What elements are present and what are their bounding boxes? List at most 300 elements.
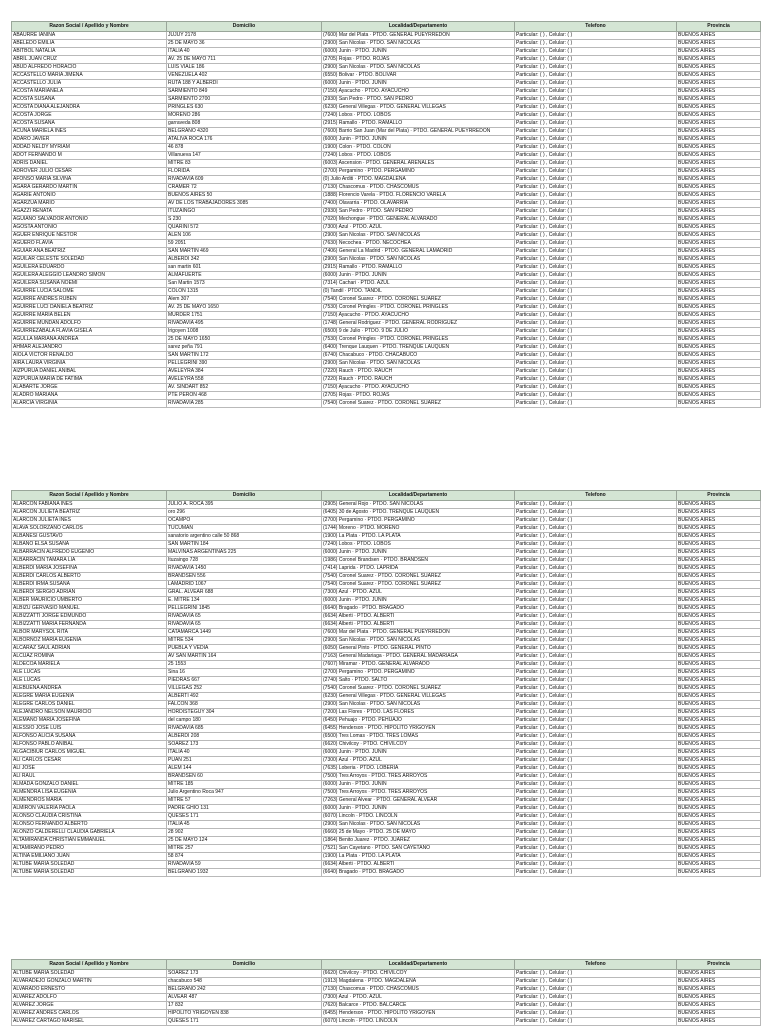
address-cell: LUIS VIALE 186	[167, 64, 322, 72]
table-row	[12, 645, 761, 653]
locality-cell: (6400) Trenque Lauquen · PTDO. TRENQUE LAUQUEN	[322, 344, 515, 352]
locality-cell: (2915) Ramallo · PTDO. RAMALLO	[322, 120, 515, 128]
name-cell: ALBERDI IRMA SUSANA	[12, 581, 167, 589]
province-cell: BUENOS AIRES	[677, 72, 761, 80]
address-cell: TUCUMAN	[167, 525, 322, 533]
phone-cell: Particular: ( ) , Celular: ( )	[515, 845, 677, 853]
province-cell: BUENOS AIRES	[677, 565, 761, 573]
column-header: Localidad/Departamento	[322, 22, 515, 32]
province-cell: BUENOS AIRES	[677, 256, 761, 264]
table-row	[12, 144, 761, 152]
name-cell: ALBANESI GUSTAVO	[12, 533, 167, 541]
table-row	[12, 637, 761, 645]
locality-cell: (2915) Ramallo · PTDO. RAMALLO	[322, 264, 515, 272]
address-cell: sarez peña 791	[167, 344, 322, 352]
phone-cell: Particular: ( ) , Celular: ( )	[515, 701, 677, 709]
table-row	[12, 837, 761, 845]
province-cell: BUENOS AIRES	[677, 994, 761, 1002]
table-row	[12, 517, 761, 525]
name-cell: ALMADA GONZALO DANIEL	[12, 781, 167, 789]
address-cell: AV. SINDART 852	[167, 384, 322, 392]
address-cell: ALMAFUERTE	[167, 272, 322, 280]
locality-cell: (6000) Junin · PTDO. JUNIN	[322, 749, 515, 757]
phone-cell: Particular: ( ) , Celular: ( )	[515, 248, 677, 256]
directory-table	[11, 490, 761, 877]
province-cell: BUENOS AIRES	[677, 48, 761, 56]
name-cell: AGUIRRE LUCI DANIELA BEATRIZ	[12, 304, 167, 312]
phone-cell: Particular: ( ) , Celular: ( )	[515, 669, 677, 677]
phone-cell: Particular: ( ) , Celular: ( )	[515, 384, 677, 392]
phone-cell: Particular: ( ) , Celular: ( )	[515, 280, 677, 288]
province-cell: BUENOS AIRES	[677, 501, 761, 509]
table-row	[12, 773, 761, 781]
province-cell: BUENOS AIRES	[677, 368, 761, 376]
phone-cell: Particular: ( ) , Celular: ( )	[515, 621, 677, 629]
address-cell: FALCON 368	[167, 701, 322, 709]
phone-cell: Particular: ( ) , Celular: ( )	[515, 272, 677, 280]
province-cell: BUENOS AIRES	[677, 853, 761, 861]
phone-cell: Particular: ( ) , Celular: ( )	[515, 160, 677, 168]
address-cell: PUEBLA Y VEDIA	[167, 645, 322, 653]
table-row	[12, 312, 761, 320]
province-cell: BUENOS AIRES	[677, 272, 761, 280]
table-row	[12, 40, 761, 48]
province-cell: BUENOS AIRES	[677, 789, 761, 797]
phone-cell: Particular: ( ) , Celular: ( )	[515, 152, 677, 160]
locality-cell: (2900) San Nicolas · PTDO. SAN NICOLAS	[322, 701, 515, 709]
address-cell: VILLEGAS 252	[167, 685, 322, 693]
province-cell: BUENOS AIRES	[677, 32, 761, 40]
phone-cell: Particular: ( ) , Celular: ( )	[515, 136, 677, 144]
column-header: Localidad/Departamento	[322, 491, 515, 501]
phone-cell: Particular: ( ) , Celular: ( )	[515, 208, 677, 216]
address-cell: MITRE 83	[167, 160, 322, 168]
locality-cell: (2705) Rojas · PTDO. ROJAS	[322, 392, 515, 400]
name-cell: ALONZO CALDERELLI CLAUDIA GABRIELA	[12, 829, 167, 837]
locality-cell: (7150) Ayacucho · PTDO. AYACUCHO	[322, 312, 515, 320]
province-cell: BUENOS AIRES	[677, 517, 761, 525]
name-cell: AIRA LAURA VIRGINIA	[12, 360, 167, 368]
locality-cell: (7400) Olavarria · PTDO. OLAVARRIA	[322, 200, 515, 208]
table-row	[12, 597, 761, 605]
name-cell: ABAURRE IANINA	[12, 32, 167, 40]
phone-cell: Particular: ( ) , Celular: ( )	[515, 192, 677, 200]
phone-cell: Particular: ( ) , Celular: ( )	[515, 597, 677, 605]
phone-cell: Particular: ( ) , Celular: ( )	[515, 533, 677, 541]
phone-cell: Particular: ( ) , Celular: ( )	[515, 573, 677, 581]
locality-cell: (6000) Junin · PTDO. JUNIN	[322, 781, 515, 789]
locality-cell: (2905) General Rojo · PTDO. SAN NICOLAS	[322, 501, 515, 509]
phone-cell: Particular: ( ) , Celular: ( )	[515, 797, 677, 805]
phone-cell: Particular: ( ) , Celular: ( )	[515, 869, 677, 877]
phone-cell: Particular: ( ) , Celular: ( )	[515, 581, 677, 589]
province-cell: BUENOS AIRES	[677, 509, 761, 517]
province-cell: BUENOS AIRES	[677, 541, 761, 549]
locality-cell: (6000) Junin · PTDO. JUNIN	[322, 805, 515, 813]
address-cell: 59 2051	[167, 240, 322, 248]
province-cell: BUENOS AIRES	[677, 869, 761, 877]
locality-cell: (7500) Tres Arroyos · PTDO. TRES ARROYOS	[322, 773, 515, 781]
province-cell: BUENOS AIRES	[677, 717, 761, 725]
phone-cell: Particular: ( ) , Celular: ( )	[515, 685, 677, 693]
province-cell: BUENOS AIRES	[677, 669, 761, 677]
address-cell: PELLEGRINI 390	[167, 360, 322, 368]
address-cell: ALBERDI 342	[167, 256, 322, 264]
column-header: Provincia	[677, 491, 761, 501]
table-row	[12, 248, 761, 256]
name-cell: AGUILERA EDUARDO	[12, 264, 167, 272]
address-cell: ITUZAINGO	[167, 208, 322, 216]
name-cell: ACOSTA JORGE	[12, 112, 167, 120]
province-cell: BUENOS AIRES	[677, 813, 761, 821]
address-cell: 46 878	[167, 144, 322, 152]
address-cell: SAN MARTIN 172	[167, 352, 322, 360]
locality-cell: (6000) Junin · PTDO. JUNIN	[322, 80, 515, 88]
address-cell: oro 296	[167, 509, 322, 517]
table-row	[12, 701, 761, 709]
name-cell: ALAVA SOLORZANO CARLOS	[12, 525, 167, 533]
province-cell: BUENOS AIRES	[677, 344, 761, 352]
address-cell: PELLEGRINI 1845	[167, 605, 322, 613]
address-cell: JUJUY 2178	[167, 32, 322, 40]
name-cell: ALVAREZ ANDRES CARLOS	[12, 1010, 167, 1018]
name-cell: AGUER ENRIQUE NESTOR	[12, 232, 167, 240]
address-cell: AV DE LOS TRABAJADORES 3085	[167, 200, 322, 208]
directory-table	[11, 959, 761, 1026]
locality-cell: (7530) Coronel Pringles · PTDO. CORONEL PRINGLES	[322, 336, 515, 344]
table-row	[12, 829, 761, 837]
province-cell: BUENOS AIRES	[677, 829, 761, 837]
header-row	[12, 491, 761, 501]
table-row	[12, 613, 761, 621]
phone-cell: Particular: ( ) , Celular: ( )	[515, 749, 677, 757]
address-cell: PTE PERON 468	[167, 392, 322, 400]
province-cell: BUENOS AIRES	[677, 821, 761, 829]
province-cell: BUENOS AIRES	[677, 360, 761, 368]
province-cell: BUENOS AIRES	[677, 400, 761, 408]
name-cell: ADROVER JULIO CESAR	[12, 168, 167, 176]
locality-cell: (1748) General Rodriguez · PTDO. GENERAL RODRIGUEZ	[322, 320, 515, 328]
name-cell: ALCUAZ ROMINA	[12, 653, 167, 661]
phone-cell: Particular: ( ) , Celular: ( )	[515, 1002, 677, 1010]
locality-cell: (7020) Mechongue · PTDO. GENERAL ALVARADO	[322, 216, 515, 224]
phone-cell: Particular: ( ) , Celular: ( )	[515, 168, 677, 176]
address-cell: 25 DE MAYO 124	[167, 837, 322, 845]
name-cell: AGUILAR CELESTE SOLEDAD	[12, 256, 167, 264]
table-row	[12, 994, 761, 1002]
province-cell: BUENOS AIRES	[677, 837, 761, 845]
name-cell: AIZPURUA DANIEL ANIBAL	[12, 368, 167, 376]
phone-cell: Particular: ( ) , Celular: ( )	[515, 112, 677, 120]
address-cell: BELGRANO 4320	[167, 128, 322, 136]
name-cell: AGULLA MARIANA ANDREA	[12, 336, 167, 344]
address-cell: RUTA 188 Y ALBERDI	[167, 80, 322, 88]
locality-cell: (6500) 9 de Julio · PTDO. 9 DE JULIO	[322, 328, 515, 336]
phone-cell: Particular: ( ) , Celular: ( )	[515, 368, 677, 376]
name-cell: ALBIZZATTI MARIA FERNANDA	[12, 621, 167, 629]
address-cell: Alem 307	[167, 296, 322, 304]
locality-cell: (7406) General La Madrid · PTDO. GENERAL LAMADRID	[322, 248, 515, 256]
name-cell: ADDAD NELDY MYRIAM	[12, 144, 167, 152]
province-cell: BUENOS AIRES	[677, 168, 761, 176]
province-cell: BUENOS AIRES	[677, 749, 761, 757]
locality-cell: (6450) Pehuajo · PTDO. PEHUAJO	[322, 717, 515, 725]
address-cell: 25 1553	[167, 661, 322, 669]
table-row	[12, 541, 761, 549]
address-cell: OCAMPO	[167, 517, 322, 525]
locality-cell: (7540) Coronel Suarez · PTDO. CORONEL SUAREZ	[322, 573, 515, 581]
table-row	[12, 797, 761, 805]
address-cell: garraveda 808	[167, 120, 322, 128]
locality-cell: (7300) Azul · PTDO. AZUL	[322, 224, 515, 232]
name-cell: AGUILERA SUSANA NOEMI	[12, 280, 167, 288]
province-cell: BUENOS AIRES	[677, 384, 761, 392]
locality-cell: (7600) Barrio San Juan (Mar del Plata) · PTDO. GENERAL PUEYRREDON	[322, 128, 515, 136]
phone-cell: Particular: ( ) , Celular: ( )	[515, 653, 677, 661]
province-cell: BUENOS AIRES	[677, 240, 761, 248]
locality-cell: (0) Tandil · PTDO. TANDIL	[322, 288, 515, 296]
address-cell: SAN MARTIN 184	[167, 541, 322, 549]
locality-cell: (7130) Chascomus · PTDO. CHASCOMUS	[322, 986, 515, 994]
locality-cell: (7540) Coronel Suarez · PTDO. CORONEL SUAREZ	[322, 296, 515, 304]
province-cell: BUENOS AIRES	[677, 845, 761, 853]
province-cell: BUENOS AIRES	[677, 661, 761, 669]
address-cell: sanatorio argentino calle 50 868	[167, 533, 322, 541]
table-row	[12, 64, 761, 72]
table-row	[12, 208, 761, 216]
province-cell: BUENOS AIRES	[677, 264, 761, 272]
locality-cell: (2900) San Nicolas · PTDO. SAN NICOLAS	[322, 821, 515, 829]
phone-cell: Particular: ( ) , Celular: ( )	[515, 589, 677, 597]
address-cell: S 230	[167, 216, 322, 224]
name-cell: ACCASTELLO JULIA	[12, 80, 167, 88]
phone-cell: Particular: ( ) , Celular: ( )	[515, 176, 677, 184]
phone-cell: Particular: ( ) , Celular: ( )	[515, 557, 677, 565]
phone-cell: Particular: ( ) , Celular: ( )	[515, 304, 677, 312]
address-cell: ITALIA 40	[167, 749, 322, 757]
locality-cell: (1888) Florencio Varela · PTDO. FLORENCIO VARELA	[322, 192, 515, 200]
province-cell: BUENOS AIRES	[677, 1018, 761, 1026]
name-cell: ALBIZZATTI JORGE EDMUNDO	[12, 613, 167, 621]
locality-cell: (7600) Mar del Plata · PTDO. GENERAL PUEYRREDON	[322, 32, 515, 40]
table-row	[12, 160, 761, 168]
name-cell: ALTUBE MARIA SOLEDAD	[12, 869, 167, 877]
name-cell: ALTAMIRANO PEDRO	[12, 845, 167, 853]
name-cell: AGUILERA ALEGGIO LEANDRO SIMON	[12, 272, 167, 280]
name-cell: AGARZUA MARIO	[12, 200, 167, 208]
name-cell: ALEGRE CARLOS DANIEL	[12, 701, 167, 709]
province-cell: BUENOS AIRES	[677, 144, 761, 152]
table-row	[12, 344, 761, 352]
locality-cell: (1864) Benito Juarez · PTDO. JUAREZ	[322, 837, 515, 845]
table-row	[12, 717, 761, 725]
province-cell: BUENOS AIRES	[677, 120, 761, 128]
phone-cell: Particular: ( ) , Celular: ( )	[515, 320, 677, 328]
table-row	[12, 136, 761, 144]
name-cell: ALBER MAURICIO UMBERTO	[12, 597, 167, 605]
name-cell: ACOSTA SUSANA	[12, 120, 167, 128]
province-cell: BUENOS AIRES	[677, 208, 761, 216]
table-row	[12, 845, 761, 853]
table-row	[12, 104, 761, 112]
table-row	[12, 861, 761, 869]
table-row	[12, 384, 761, 392]
table-row	[12, 757, 761, 765]
address-cell: AV. 25 DE MAYO 711	[167, 56, 322, 64]
table-row	[12, 653, 761, 661]
address-cell: MORENO 286	[167, 112, 322, 120]
locality-cell: (6000) Junin · PTDO. JUNIN	[322, 549, 515, 557]
province-cell: BUENOS AIRES	[677, 533, 761, 541]
province-cell: BUENOS AIRES	[677, 725, 761, 733]
phone-cell: Particular: ( ) , Celular: ( )	[515, 501, 677, 509]
province-cell: BUENOS AIRES	[677, 637, 761, 645]
address-cell: San Martin 1573	[167, 280, 322, 288]
province-cell: BUENOS AIRES	[677, 970, 761, 978]
locality-cell: (7600) Mar del Plata · PTDO. GENERAL PUEYRREDON	[322, 629, 515, 637]
locality-cell: (6640) Bragado · PTDO. BRAGADO	[322, 605, 515, 613]
table-row	[12, 1018, 761, 1026]
locality-cell: (6405) 30 de Agosto · PTDO. TRENQUE LAUQUEN	[322, 509, 515, 517]
province-cell: BUENOS AIRES	[677, 597, 761, 605]
address-cell: MITRE 57	[167, 797, 322, 805]
address-cell: RIVADAVIA 495	[167, 320, 322, 328]
address-cell: CATAMARCA 1449	[167, 629, 322, 637]
table-row	[12, 813, 761, 821]
name-cell: AGUIRRE MARIA BELEN	[12, 312, 167, 320]
table-row	[12, 501, 761, 509]
address-cell: ALBERTI 492	[167, 693, 322, 701]
header-row	[12, 960, 761, 970]
address-cell: BELGRANO 1932	[167, 869, 322, 877]
address-cell: SARMIENTO 2700	[167, 96, 322, 104]
phone-cell: Particular: ( ) , Celular: ( )	[515, 605, 677, 613]
name-cell: ADRIS DANIEL	[12, 160, 167, 168]
address-cell: Ituzaingo 728	[167, 557, 322, 565]
table-row	[12, 240, 761, 248]
province-cell: BUENOS AIRES	[677, 1010, 761, 1018]
name-cell: ALBIZU GERVASIO MANUEL	[12, 605, 167, 613]
name-cell: ALEBUENA ANDREA	[12, 685, 167, 693]
locality-cell: (7620) Balcarce · PTDO. BALCARCE	[322, 1002, 515, 1010]
name-cell: ALESSIO JOSE LUIS	[12, 725, 167, 733]
locality-cell: (6003) Ascension · PTDO. GENERAL ARENALES	[322, 160, 515, 168]
name-cell: ALVAREZ CARTAGO MARISEL	[12, 1018, 167, 1026]
locality-cell: (2740) Salto · PTDO. SALTO	[322, 677, 515, 685]
address-cell: del campo 180	[167, 717, 322, 725]
column-header: Domicilio	[167, 960, 322, 970]
name-cell: AGUIAR ANA BEATRIZ	[12, 248, 167, 256]
name-cell: ACCASTELLO MARIA JIMENA	[12, 72, 167, 80]
table-row	[12, 48, 761, 56]
table-row	[12, 589, 761, 597]
province-cell: BUENOS AIRES	[677, 184, 761, 192]
name-cell: ALARCIA VIRGINIA	[12, 400, 167, 408]
table-row	[12, 677, 761, 685]
table-row	[12, 725, 761, 733]
phone-cell: Particular: ( ) , Celular: ( )	[515, 88, 677, 96]
name-cell: ALTINA EMILIANO JUAN	[12, 853, 167, 861]
column-header: Localidad/Departamento	[322, 960, 515, 970]
name-cell: AGUIRRE ANDRES RUBEN	[12, 296, 167, 304]
province-cell: BUENOS AIRES	[677, 781, 761, 789]
name-cell: ALDECOA MARIELA	[12, 661, 167, 669]
column-header: Razon Social / Apellido y Nombre	[12, 22, 167, 32]
name-cell: AIOLA VICTOR RENALDO	[12, 352, 167, 360]
phone-cell: Particular: ( ) , Celular: ( )	[515, 1010, 677, 1018]
locality-cell: (2930) San Pedro · PTDO. SAN PEDRO	[322, 96, 515, 104]
locality-cell: (7314) Cachari · PTDO. AZUL	[322, 280, 515, 288]
table-row	[12, 376, 761, 384]
phone-cell: Particular: ( ) , Celular: ( )	[515, 128, 677, 136]
table-row	[12, 200, 761, 208]
table-row	[12, 256, 761, 264]
address-cell: BUENOS AIRES 50	[167, 192, 322, 200]
phone-cell: Particular: ( ) , Celular: ( )	[515, 717, 677, 725]
name-cell: ALI CARLOS CESAR	[12, 757, 167, 765]
address-cell: ALEM 144	[167, 765, 322, 773]
province-cell: BUENOS AIRES	[677, 232, 761, 240]
phone-cell: Particular: ( ) , Celular: ( )	[515, 72, 677, 80]
phone-cell: Particular: ( ) , Celular: ( )	[515, 813, 677, 821]
locality-cell: (6500) Tres Lomas · PTDO. TRES LOMAS	[322, 733, 515, 741]
table-row	[12, 56, 761, 64]
name-cell: ACOSTA SUSANA	[12, 96, 167, 104]
province-cell: BUENOS AIRES	[677, 40, 761, 48]
province-cell: BUENOS AIRES	[677, 693, 761, 701]
name-cell: ALTUBE MARIA SOLEDAD	[12, 861, 167, 869]
address-cell: QUARINI 572	[167, 224, 322, 232]
phone-cell: Particular: ( ) , Celular: ( )	[515, 400, 677, 408]
table-row	[12, 304, 761, 312]
address-cell: BELGRANO 242	[167, 986, 322, 994]
table-row	[12, 869, 761, 877]
column-header: Provincia	[677, 960, 761, 970]
address-cell: Sina 16	[167, 669, 322, 677]
locality-cell: (6070) Lincoln · PTDO. LINCOLN	[322, 813, 515, 821]
table-row	[12, 789, 761, 797]
province-cell: BUENOS AIRES	[677, 328, 761, 336]
address-cell: QUESES 171	[167, 1018, 322, 1026]
phone-cell: Particular: ( ) , Celular: ( )	[515, 40, 677, 48]
table-row	[12, 296, 761, 304]
address-cell: PADRE GHIO 131	[167, 805, 322, 813]
address-cell: RIVADAVIA 65	[167, 621, 322, 629]
column-header: Domicilio	[167, 491, 322, 501]
locality-cell: (7150) Ayacucho · PTDO. AYACUCHO	[322, 384, 515, 392]
phone-cell: Particular: ( ) , Celular: ( )	[515, 336, 677, 344]
locality-cell: (6634) Alberti · PTDO. ALBERTI	[322, 861, 515, 869]
phone-cell: Particular: ( ) , Celular: ( )	[515, 240, 677, 248]
table-row	[12, 360, 761, 368]
address-cell: BRANDSEN 556	[167, 573, 322, 581]
province-cell: BUENOS AIRES	[677, 200, 761, 208]
address-cell: RIVADAVIA 609	[167, 176, 322, 184]
locality-cell: (6230) General Villegas · PTDO. GENERAL VILLEGAS	[322, 104, 515, 112]
name-cell: AFONSO MARIA SILVINA	[12, 176, 167, 184]
phone-cell: Particular: ( ) , Celular: ( )	[515, 986, 677, 994]
phone-cell: Particular: ( ) , Celular: ( )	[515, 376, 677, 384]
phone-cell: Particular: ( ) , Celular: ( )	[515, 264, 677, 272]
table-row	[12, 264, 761, 272]
name-cell: AGUIRRE MUNDAN ADOLFO	[12, 320, 167, 328]
table-row	[12, 320, 761, 328]
address-cell: MURDER 1751	[167, 312, 322, 320]
province-cell: BUENOS AIRES	[677, 573, 761, 581]
name-cell: ALONSO CLAUDIA CRISTINA	[12, 813, 167, 821]
province-cell: BUENOS AIRES	[677, 805, 761, 813]
province-cell: BUENOS AIRES	[677, 861, 761, 869]
